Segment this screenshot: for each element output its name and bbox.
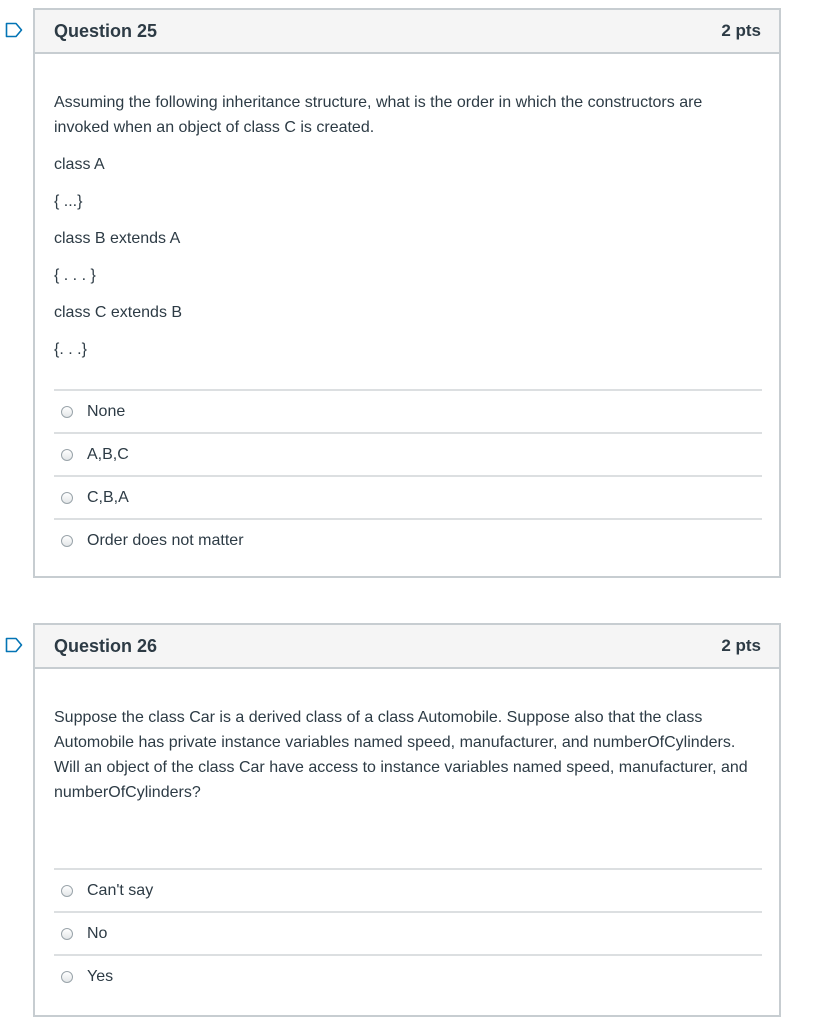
answer-label: A,B,C [87,445,129,463]
radio-button-icon[interactable] [61,928,73,940]
flag-question-icon[interactable] [5,637,23,653]
code-line: class A [54,156,105,173]
question-header [35,625,779,669]
answer-label: Yes [87,967,114,985]
answer-list [54,868,762,997]
question-title: Question 25 [54,20,158,41]
answer-option[interactable] [54,911,762,954]
question-text: Suppose the class Car is a derived class of a class Automobile. Suppose also that the class Automobile has private instance variables named speed, manufacturer, and numberOfCylinders. Will an object of the class Car have access to instance variables named speed, manufacturer, and numberOfCylinders? [54,709,748,801]
answer-label: Can't say [87,881,154,899]
code-line: { . . . } [54,267,96,284]
answer-label: C,B,A [87,488,129,506]
answer-label: No [87,924,108,942]
radio-button-icon[interactable] [61,492,73,504]
radio-button-icon[interactable] [61,885,73,897]
question-text: Assuming the following inheritance structure, what is the order in which the constructors are invoked when an object of class C is created. [54,94,703,136]
radio-button-icon[interactable] [61,535,73,547]
question-25-card [33,8,781,578]
answer-label: Order does not matter [87,531,244,549]
radio-button-icon[interactable] [61,971,73,983]
answer-option[interactable] [54,475,762,518]
question-body [35,705,779,805]
answer-option[interactable] [54,868,762,911]
question-26-card [33,623,781,1017]
question-header [35,10,779,54]
code-line: {. . .} [54,341,87,358]
radio-button-icon[interactable] [61,406,73,418]
radio-button-icon[interactable] [61,449,73,461]
code-line: class C extends B [54,304,183,321]
code-line: { ...} [54,193,83,210]
answer-label: None [87,402,126,420]
answer-option[interactable] [54,389,762,432]
question-points: 2 pts [721,21,761,40]
answer-option[interactable] [54,432,762,475]
flag-question-icon[interactable] [5,22,23,38]
answer-option[interactable] [54,518,762,561]
code-line: class B extends A [54,230,181,247]
answer-option[interactable] [54,954,762,997]
answer-list [54,389,762,561]
question-body [35,90,779,362]
question-title: Question 26 [54,635,158,656]
question-points: 2 pts [721,636,761,655]
